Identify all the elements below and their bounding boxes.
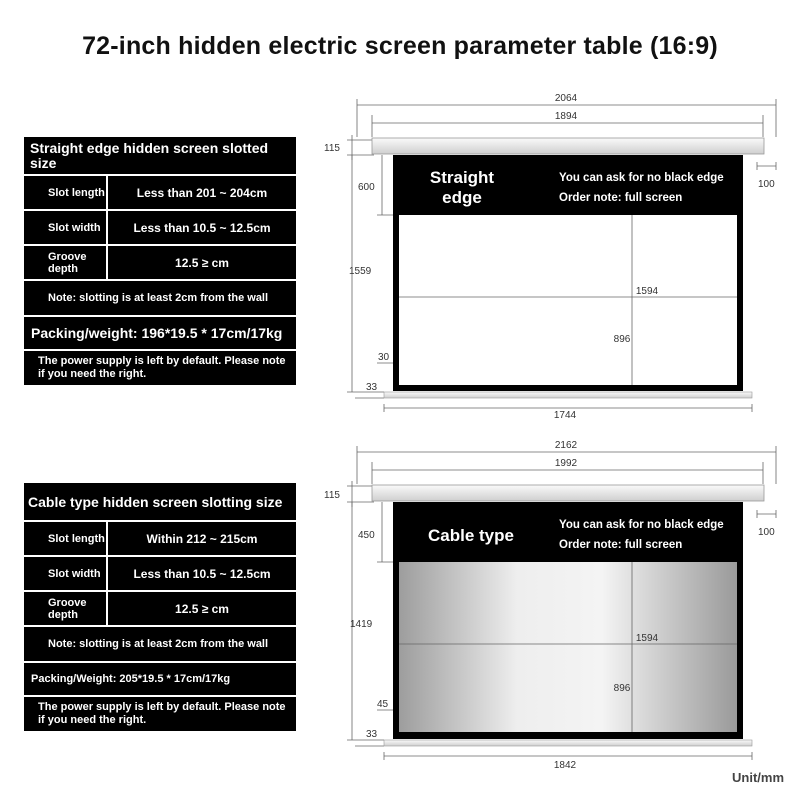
screen-case	[372, 485, 764, 501]
row-label: Groove depth	[24, 592, 108, 625]
dim-screen-width: 1744	[553, 410, 577, 421]
dim-bottom-border: 30	[378, 352, 390, 363]
row-value: Less than 10.5 ~ 12.5cm	[133, 220, 271, 235]
dim-case-height: 115	[324, 490, 340, 501]
dim-side: 100	[758, 527, 775, 538]
packing-weight: Packing/Weight: 205*19.5 * 17cm/17kg	[24, 661, 296, 695]
dim-view-height: 896	[613, 683, 631, 694]
page-title: 72-inch hidden electric screen parameter table (16:9)	[82, 32, 718, 60]
table-heading: Cable type hidden screen slotting size	[28, 494, 283, 510]
bottom-bar	[384, 740, 752, 746]
row-label: Groove depth	[24, 246, 108, 279]
dim-total-width: 2064	[554, 93, 578, 104]
dim-view-width: 1594	[635, 286, 659, 297]
viewing-area	[399, 562, 737, 732]
diagram-label: Cable type	[428, 526, 514, 545]
diagram-note-2: Order note: full screen	[559, 539, 683, 551]
power-note: The power supply is left by default. Please note if you need the right.	[24, 695, 296, 731]
diagram-label-line1: Straight	[429, 168, 495, 187]
diagram-note-1: You can ask for no black edge	[559, 172, 724, 184]
dim-case-width: 1894	[554, 111, 578, 122]
table-heading: Straight edge hidden screen slotted size	[30, 140, 269, 171]
diagram-note-1: You can ask for no black edge	[559, 519, 724, 531]
row-label: Slot length	[24, 176, 108, 209]
row-label: Slot width	[24, 557, 108, 590]
diagram-note-2: Order note: full screen	[559, 192, 683, 204]
row-label: Slot length	[24, 522, 108, 555]
slotting-note: Note: slotting is at least 2cm from the wall	[24, 279, 296, 315]
row-value: Less than 10.5 ~ 12.5cm	[133, 566, 271, 581]
unit-label: Unit/mm	[732, 770, 784, 785]
dim-bottom-bar: 33	[366, 729, 378, 740]
dim-view-width: 1594	[635, 633, 659, 644]
dim-case-width: 1992	[554, 458, 578, 469]
row-label: Slot width	[24, 211, 108, 244]
dim-screen-width: 1842	[553, 760, 577, 771]
diagram-label-line2: edge	[442, 188, 482, 207]
dim-bottom-bar: 33	[366, 382, 378, 393]
power-note: The power supply is left by default. Please note if you need the right.	[24, 349, 296, 385]
dim-top-black: 450	[358, 530, 375, 541]
dim-case-height: 115	[324, 143, 340, 154]
dim-top-black: 600	[358, 182, 375, 193]
slotting-note: Note: slotting is at least 2cm from the wall	[24, 625, 296, 661]
row-value: Within 212 ~ 215cm	[146, 531, 258, 546]
row-value: 12.5 ≥ cm	[175, 255, 229, 270]
dim-side: 100	[758, 179, 775, 190]
packing-weight: Packing/weight: 196*19.5 * 17cm/17kg	[24, 315, 296, 349]
dim-total-height: 1419	[350, 619, 373, 630]
dim-view-height: 896	[613, 334, 631, 345]
row-value: Less than 201 ~ 204cm	[136, 185, 268, 200]
row-value: 12.5 ≥ cm	[175, 601, 229, 616]
dim-total-width: 2162	[554, 440, 578, 451]
dim-total-height: 1559	[349, 266, 372, 277]
dim-bottom-border: 45	[377, 699, 389, 710]
